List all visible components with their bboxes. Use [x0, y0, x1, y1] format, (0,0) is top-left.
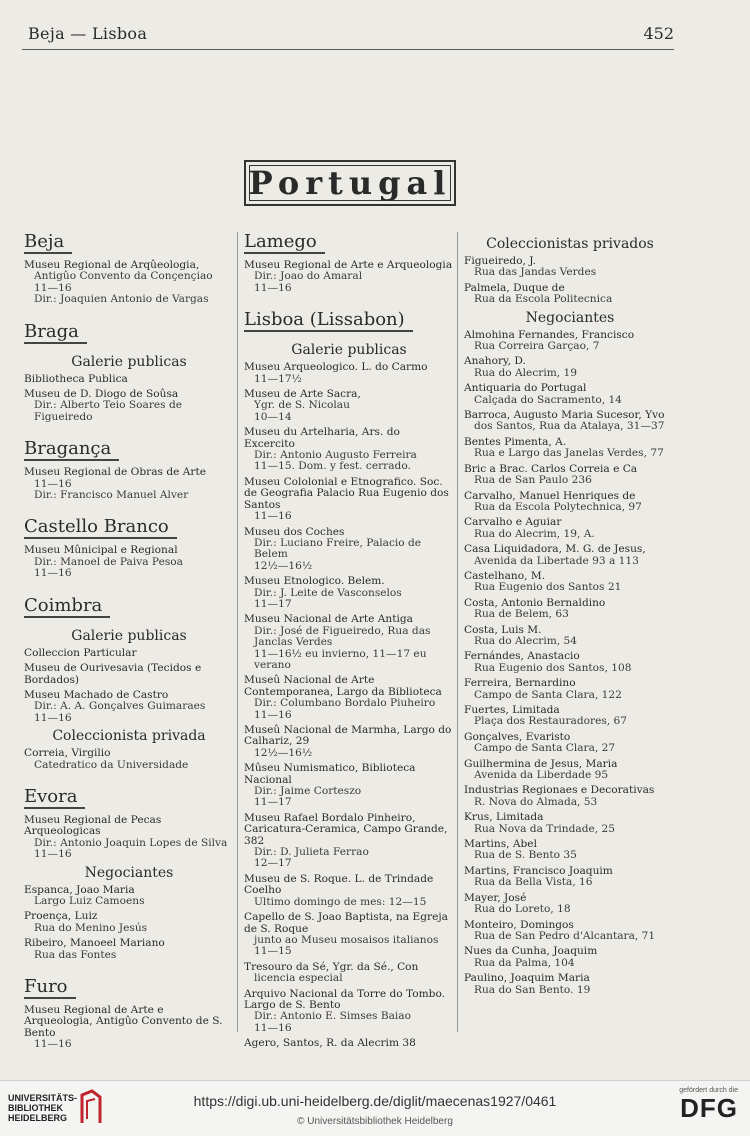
entry-detail: 11—16 [34, 1038, 72, 1051]
entry-detail: Rua da Palma, 104 [474, 956, 575, 969]
directory-entry [24, 938, 234, 961]
entry-detail: Campo de Santa Clara, 122 [474, 688, 622, 701]
entry-detail: Dir.: Antonio E. Simses Baiao [254, 1010, 412, 1023]
entry-name: Museu Regional de Arte e Arqueologia [244, 259, 453, 271]
entry-detail: 11—15. Dom. y fest. cerrado. [254, 460, 411, 473]
entry-name: Paulino, Joaquim Maria [464, 972, 590, 985]
entry-detail: Figueiredo [34, 410, 93, 423]
entry-detail: Rua do Menino Jesús [34, 921, 148, 934]
entry-name: Carvalho e Aguiar [464, 516, 562, 529]
entry-name: Ferreira, Bernardino [464, 677, 576, 690]
entry-name: Museu Arqueologico. L. do Carmo [244, 361, 428, 374]
entry-detail: 11—16 [254, 281, 292, 294]
entry-detail: Dir.: A. A. Gonçalves Guimaraes [34, 700, 206, 713]
entry-detail: Dir.: J. Leite de Vasconselos [254, 586, 402, 599]
directory-entry [244, 477, 454, 523]
directory-entry [464, 920, 676, 943]
directory-entry [24, 748, 234, 771]
directory-entry [24, 911, 234, 934]
directory-entry [464, 785, 676, 808]
directory-entry [24, 648, 234, 659]
entry-name: Nues da Cunha, Joaquim [464, 945, 598, 958]
directory-entry [464, 383, 676, 406]
directory-entry [244, 362, 454, 385]
directory-entry [464, 732, 676, 755]
entry-name: Figueiredo, J. [464, 255, 537, 267]
entry-name: Agero, Santos, R. da Alecrim 38 [244, 1037, 416, 1050]
entry-detail: Dir.: Columbano Bordalo Piuheiro [254, 697, 436, 710]
section-heading: Galerie publicas [71, 353, 187, 370]
section-heading: Coleccionistas privados [486, 236, 654, 252]
entry-detail: 11—16 [34, 711, 72, 724]
directory-entry [244, 427, 454, 473]
entry-name: Museu Regional de Pecas Arqueologicas [24, 813, 162, 838]
running-head [22, 24, 674, 46]
entry-name: Proença, Luiz [24, 910, 98, 923]
entry-detail: junto ao Museu mosaisos italianos [254, 933, 439, 946]
entry-detail: 12½—16½ [254, 559, 313, 572]
entry-name: Antiquaria do Portugal [464, 382, 587, 395]
entry-detail: Antigûo Convento da Conçençiao [34, 270, 213, 283]
directory-entry [24, 690, 234, 724]
entry-detail: 11—16 [34, 567, 72, 580]
entry-detail: Rua de San Paulo 236 [474, 474, 592, 487]
entry-detail: Rua do Alecrim, 19, A. [474, 527, 595, 540]
entry-detail: Rua e Largo das Janelas Verdes, 77 [474, 447, 664, 460]
directory-entry [464, 946, 676, 969]
dfg-logo: gefördert durch die DFG [679, 1087, 738, 1123]
entry-detail: Dir.: José de Figueiredo, Rua das Janclas Verdes [254, 624, 431, 649]
directory-entry [464, 973, 676, 996]
entry-detail: Rua do Alecrim, 54 [474, 634, 577, 647]
entry-detail: Largo Luiz Camoens [34, 894, 145, 907]
section-heading: Galerie publicas [71, 627, 187, 644]
entry-detail: Rua Nova da Trindade, 25 [474, 822, 615, 835]
city-heading: Beja [24, 232, 72, 254]
entry-detail: Rua do San Bento. 19 [474, 983, 591, 996]
copyright-note: © Universitätsbibliothek Heidelberg [297, 1116, 453, 1127]
entry-detail: 12½—16½ [254, 746, 313, 759]
entry-name: Museû Nacional de Arte Contemporanea, Largo da Biblioteca [244, 674, 442, 698]
entry-name: Museu Etnologico. Belem. [244, 575, 385, 588]
directory-entry [244, 962, 454, 985]
directory-entry [464, 759, 676, 782]
directory-entry [464, 571, 676, 594]
entry-detail: 12—17 [254, 857, 292, 870]
directory-entry [464, 544, 676, 567]
entry-detail: Rua da Escola Politecnica [474, 293, 613, 306]
entry-detail: Dir.: Francisco Manuel Alver [34, 489, 189, 502]
directory-entry [244, 989, 454, 1035]
country-title: Portugal [248, 164, 452, 202]
entry-name: Museu de D. Diogo de Soûsa [24, 388, 179, 401]
section-heading: Coleccionista privada [52, 728, 206, 745]
entry-name: Bibliotheca Publica [24, 372, 128, 385]
column-left [24, 232, 234, 1055]
directory-entry [244, 527, 454, 573]
directory-entry [24, 389, 234, 423]
entry-name: Fernándes, Anastacio [464, 650, 580, 663]
entry-name: Arquivo Nacional da Torre do Tombo. Largo de S. Bento [244, 987, 446, 1011]
entry-name: Ribeiro, Manoeel Mariano [24, 937, 165, 950]
entry-name: Mûseu Numismatico, Biblioteca Nacional [244, 762, 416, 786]
entry-detail: 11—16½ eu invierno, 11—17 eu verano [254, 647, 427, 671]
entry-detail: 11—16 [34, 848, 72, 861]
entry-name: Museu Cololonial e Etnografico. Soc. de Geografia Palacio Rua Eugenio dos Santos [244, 475, 449, 511]
entry-name: Industrias Regionaes e Decorativas [464, 784, 655, 797]
entry-detail: 11—17 [254, 597, 292, 610]
entry-name: Museu Nacional de Arte Antiga [244, 613, 413, 626]
directory-entry [464, 517, 676, 540]
entry-name: Museu du Artelharia, Ars. do Excercito [244, 426, 400, 450]
city-heading: Bragança [24, 439, 119, 461]
directory-entry [464, 491, 676, 514]
column-divider-1 [237, 232, 238, 1032]
entry-name: Monteiro, Domingos [464, 918, 574, 931]
directory-entry [24, 1005, 234, 1051]
entry-detail: 11—16 [34, 477, 72, 490]
entry-detail: 11—17½ [254, 372, 302, 385]
city-heading: Lisboa (Lissabon) [244, 310, 413, 332]
entry-name: Costa, Luis M. [464, 623, 542, 636]
entry-detail: 11—17 [254, 796, 292, 809]
country-title-box [244, 160, 456, 206]
directory-entry [244, 675, 454, 721]
entry-detail: 11—16 [34, 281, 72, 294]
directory-entry [464, 256, 676, 279]
entry-detail: 11—16 [254, 1021, 292, 1034]
column-divider-2 [457, 232, 458, 1032]
entry-detail: Dir.: Jaime Corteszo [254, 785, 362, 798]
running-head-title: Beja — Lisboa [28, 24, 148, 43]
directory-entry [24, 545, 234, 579]
directory-entry [244, 1038, 454, 1049]
entry-detail: licencia especial [254, 972, 343, 985]
entry-detail: Avenida da Libertade 93 a 113 [474, 554, 639, 567]
entry-detail: Rua das Jandas Verdes [474, 266, 597, 279]
entry-name: Krus, Limitada [464, 811, 544, 824]
directory-entry [244, 576, 454, 610]
directory-entry [24, 260, 234, 306]
entry-detail: Rua das Fontes [34, 948, 117, 961]
entry-detail: Ygr. de S. Nicolau [254, 399, 350, 412]
entry-detail: Calçada do Sacramento, 14 [474, 393, 622, 406]
directory-entry [464, 812, 676, 835]
directory-entry [464, 356, 676, 379]
entry-name: Castelhano, M. [464, 569, 546, 582]
directory-entry [24, 885, 234, 908]
section-heading: Negociantes [525, 309, 615, 326]
entry-detail: Dir.: Manoel de Paiva Pesoa [34, 555, 183, 568]
directory-entry [244, 813, 454, 870]
entry-name: Mayer, José [464, 891, 527, 904]
entry-detail: Dir.: Joaquien Antonio de Vargas [34, 293, 209, 306]
entry-name: Museu dos Coches [244, 525, 345, 538]
directory-entry [464, 651, 676, 674]
entry-detail: 11—16 [254, 708, 292, 721]
entry-name: Capello de S. Joao Baptista, na Egreja de S. Roque [244, 911, 448, 935]
directory-entry [24, 374, 234, 385]
entry-detail: Rua Eugenio dos Santos, 108 [474, 661, 632, 674]
entry-detail: Avenida da Liberdade 95 [474, 769, 609, 782]
section-heading: Galerie publicas [291, 342, 407, 359]
entry-detail: R. Nova do Almada, 53 [474, 795, 598, 808]
entry-detail: Rua de Belem, 63 [474, 608, 569, 621]
city-heading: Furo [24, 977, 76, 999]
entry-name: Museu Mûnicipal e Regional [24, 544, 178, 557]
directory-entry [464, 437, 676, 460]
directory-entry [244, 874, 454, 908]
entry-name: Museu de S. Roque. L. de Trindade Coelho [244, 872, 434, 897]
entry-detail: Campo de Santa Clara, 27 [474, 742, 616, 755]
entry-detail: Rua da Bella Vista, 16 [474, 876, 593, 889]
header-rule [22, 49, 674, 50]
entry-name: Museu Regional de Arte e Arqueologia, Antigûo Convento de S. Bento [24, 1004, 223, 1039]
entry-detail: Rua do Loreto, 18 [474, 903, 571, 916]
entry-name: Palmela, Duque de [464, 281, 565, 294]
entry-name: Bentes Pimenta, A. [464, 435, 567, 448]
section-heading: Negociantes [84, 864, 174, 881]
entry-detail: Ultimo domingo de mes: 12—15 [254, 895, 427, 908]
entry-detail: Rua de S. Bento 35 [474, 849, 577, 862]
entry-name: Correia, Virgilio [24, 747, 111, 760]
entry-name: Anahory, D. [464, 355, 526, 368]
entry-name: Bric a Brac. Carlos Correia e Ca [464, 462, 638, 475]
entry-detail: Rua Correira Garçao, 7 [474, 340, 600, 353]
entry-name: Gonçalves, Evaristo [464, 730, 571, 743]
entry-name: Museu Regional de Obras de Arte [24, 466, 206, 479]
directory-entry [464, 283, 676, 306]
viewer-footer [0, 1080, 750, 1136]
entry-name: Museu de Ourivesavia (Tecidos e Bordados) [24, 662, 202, 686]
directory-entry [464, 410, 676, 433]
entry-name: Almohina Fernandes, Francisco [464, 328, 635, 341]
city-heading: Braga [24, 322, 87, 344]
entry-detail: Dir.: Alberto Teio Soares de [34, 399, 183, 412]
directory-entry [464, 839, 676, 862]
entry-detail: Rua de San Pedro d'Alcantara, 71 [474, 929, 656, 942]
directory-entry [24, 815, 234, 861]
entry-detail: Dir.: D. Julieta Ferrao [254, 846, 369, 859]
entry-name: Museu Regional de Arqûeologia, [24, 259, 200, 271]
library-logo-text: UNIVERSITÄTS- BIBLIOTHEK HEIDELBERG [8, 1093, 78, 1123]
directory-entry [464, 464, 676, 487]
entry-name: Guilhermina de Jesus, Maria [464, 757, 618, 770]
entry-detail: Dir.: Antonio Augusto Ferreira [254, 449, 417, 462]
entry-name: Tresouro da Sé, Ygr. da Sé., Con [244, 960, 419, 973]
entry-name: Museû Nacional de Marmha, Largo do Calhariz, 29 [244, 724, 452, 748]
entry-name: Museu Rafael Bordalo Pinheiro, Caricatura-Ceramica, Campo Grande, 382 [244, 811, 448, 847]
directory-entry [464, 705, 676, 728]
entry-detail: Rua do Alecrim, 19 [474, 366, 577, 379]
directory-entry [244, 260, 454, 294]
entry-name: Museu Machado de Castro [24, 688, 169, 701]
directory-entry [464, 866, 676, 889]
city-heading: Coimbra [24, 596, 110, 618]
entry-name: Colleccion Particular [24, 646, 137, 659]
city-heading: Evora [24, 787, 85, 809]
entry-name: Casa Liquidadora, M. G. de Jesus, [464, 543, 646, 556]
directory-entry [24, 467, 234, 501]
directory-entry [244, 912, 454, 958]
entry-name: Barroca, Augusto Maria Sucesor, Yvo [464, 409, 665, 422]
entry-detail: Plaça dos Restauradores, 67 [474, 715, 628, 728]
entry-detail: Dir.: Joao do Amaral [254, 270, 363, 283]
entry-name: Museu de Arte Sacra, [244, 388, 361, 401]
entry-detail: 11—16 [254, 510, 292, 523]
entry-detail: Dir.: Luciano Freire, Palacio de Belem [254, 536, 422, 561]
directory-entry [244, 763, 454, 809]
entry-name: Martins, Francisco Joaquim [464, 864, 613, 877]
page-number: 452 [643, 24, 674, 43]
column-right [462, 232, 676, 1000]
citation-url-link[interactable]: https://digi.ub.uni-heidelberg.de/diglit/maecenas1927/0461 [193, 1093, 557, 1109]
directory-entry [244, 725, 454, 759]
entry-name: Espanca, Joao Maria [24, 883, 135, 896]
entry-name: Carvalho, Manuel Henriques de [464, 489, 636, 502]
entry-detail: 11—15 [254, 945, 292, 958]
directory-entry [464, 625, 676, 648]
column-middle [244, 232, 454, 1054]
entry-detail: 10—14 [254, 410, 292, 423]
directory-entry [244, 614, 454, 671]
entry-detail: Catedratico da Universidade [34, 758, 189, 771]
directory-entry [464, 893, 676, 916]
city-heading: Lamego [244, 232, 325, 254]
entry-detail: Rua Eugenio dos Santos 21 [474, 581, 622, 594]
entry-name: Fuertes, Limitada [464, 704, 560, 716]
entry-name: Costa, Antonio Bernaldino [464, 596, 606, 609]
directory-entry [24, 663, 234, 686]
entry-detail: dos Santos, Rua da Atalaya, 31—37 [474, 420, 665, 433]
directory-entry [464, 678, 676, 701]
directory-entry [464, 330, 676, 353]
entry-detail: Rua da Escola Polytechnica, 97 [474, 500, 642, 513]
directory-entry [464, 598, 676, 621]
city-heading: Castello Branco [24, 517, 177, 539]
entry-name: Martins, Abel [464, 838, 537, 851]
entry-detail: Dir.: Antonio Joaquin Lopes de Silva [34, 836, 228, 849]
directory-entry [244, 389, 454, 423]
